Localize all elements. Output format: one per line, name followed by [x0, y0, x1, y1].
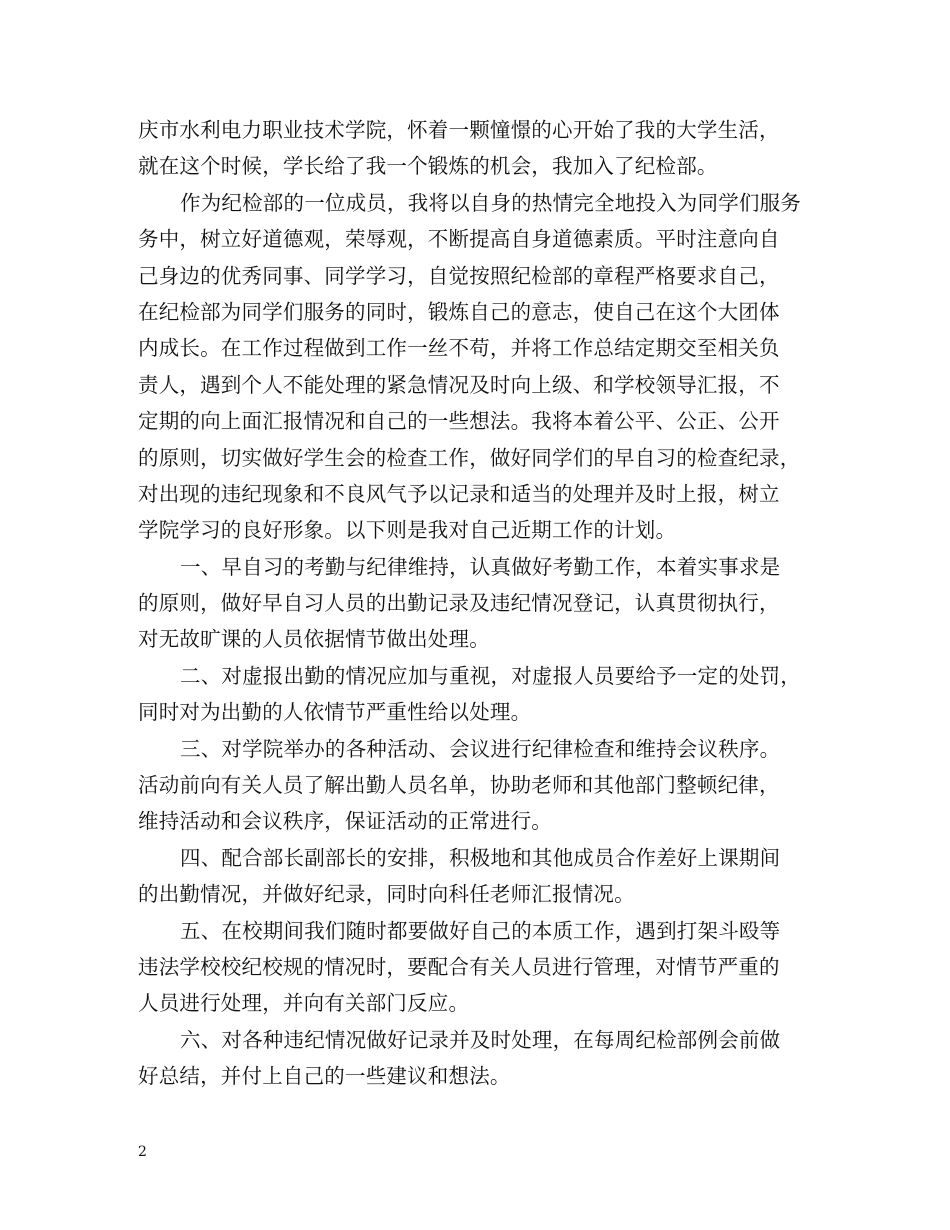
- text-line: 四、配合部长副部长的安排，积极地和其他成员合作差好上课期间: [180, 845, 781, 870]
- text-line: 己身边的优秀同事、同学学习，自觉按照纪检部的章程严格要求自己，: [138, 263, 780, 288]
- text-line: 活动前向有关人员了解出勤人员名单，协助老师和其他部门整顿纪律，: [138, 773, 780, 798]
- text-line: 责人，遇到个人不能处理的紧急情况及时向上级、和学校领导汇报，不: [138, 372, 780, 397]
- body-text: [138, 112, 828, 1095]
- text-line: 务中，树立好道德观，荣辱观，不断提高自身道德素质。平时注意向自: [138, 227, 780, 252]
- text-line: 对出现的违纪现象和不良风气予以记录和适当的处理并及时上报，树立: [138, 481, 780, 506]
- text-line: 就在这个时候，学长给了我一个锻炼的机会，我加入了纪检部。: [138, 154, 718, 179]
- text-line: 定期的向上面汇报情况和自己的一些想法。我将本着公平、公正、公开: [138, 409, 780, 434]
- text-line: 的原则，做好早自习人员的出勤记录及违纪情况登记，认真贯彻执行，: [138, 591, 780, 616]
- text-line: 同时对为出勤的人依情节严重性给以处理。: [138, 700, 532, 725]
- text-line: 的出勤情况，并做好纪录，同时向科任老师汇报情况。: [138, 882, 635, 907]
- text-line: 内成长。在工作过程做到工作一丝不苟，并将工作总结定期交至相关负: [138, 336, 780, 361]
- text-line: 在纪检部为同学们服务的同时，锻炼自己的意志，使自己在这个大团体: [138, 299, 780, 324]
- text-line: 学院学习的良好形象。以下则是我对自己近期工作的计划。: [138, 518, 677, 543]
- text-line: 三、对学院举办的各种活动、会议进行纪律检查和维持会议秩序。: [180, 736, 781, 761]
- text-line: 对无故旷课的人员依据情节做出处理。: [138, 627, 490, 652]
- text-line: 五、在校期间我们随时都要做好自己的本质工作，遇到打架斗殴等: [180, 918, 781, 943]
- text-line: 庆市水利电力职业技术学院，怀着一颗憧憬的心开始了我的大学生活，: [138, 118, 780, 142]
- page-number: 2: [138, 1144, 147, 1160]
- text-line: 维持活动和会议秩序，保证活动的正常进行。: [138, 809, 552, 834]
- text-line: 违法学校校纪校规的情况时，要配合有关人员进行管理，对情节严重的: [138, 954, 780, 979]
- text-line: 的原则，切实做好学生会的检查工作，做好同学们的早自习的检查纪录，: [138, 445, 801, 470]
- text-line: 好总结，并付上自己的一些建议和想法。: [138, 1064, 511, 1089]
- text-line: 作为纪检部的一位成员，我将以自身的热情完全地投入为同学们服务: [180, 190, 801, 215]
- text-line: 人员进行处理，并向有关部门反应。: [138, 991, 470, 1016]
- text-line: 六、对各种违纪情况做好记录并及时处理，在每周纪检部例会前做: [180, 1027, 781, 1052]
- text-line: 二、对虚报出勤的情况应加与重视，对虚报人员要给予一定的处罚，: [180, 663, 801, 688]
- text-line: 一、早自习的考勤与纪律维持，认真做好考勤工作，本着实事求是: [180, 554, 781, 579]
